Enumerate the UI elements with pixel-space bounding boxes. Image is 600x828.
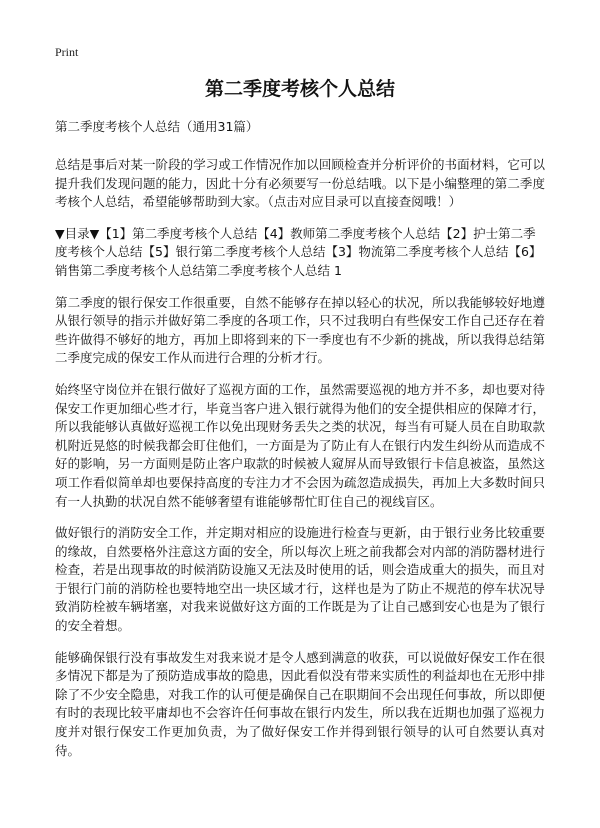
toc-item-5[interactable]: 【5】银行第二季度考核个人总结 — [142, 244, 326, 260]
toc-suffix: 第二季度考核个人总结 1 — [205, 262, 342, 278]
toc-item-6[interactable]: 【6】销售第二季度考核个人总结 — [55, 244, 542, 278]
document-subtitle: 第二季度考核个人总结（通用31篇） — [55, 119, 259, 134]
toc-prefix: ▼目录▼ — [55, 225, 100, 241]
body-paragraph-4: 能够确保银行没有事故发生对我来说才是令人感到满意的收获，可以说做好保安工作在很多情况下都是为了预防造成事故的隐患，因此看似没有带来实质性的利益却也在无形中排除了不少安全隐患，对我工作的认可便是确保自己在职期间不会出现任何事故，所以即便有时的表现比较平庸却也不会容许任何事故在银行内发生，所以我在近期也加强了巡视力度并对银行保安工作更加负责，为了做好保安工作并得到银行领导的认可自然要认真对待。 — [55, 649, 545, 758]
body-paragraph-3: 做好银行的消防安全工作，并定期对相应的设施进行检查与更新，由于银行业务比较重要的缘故，自然要格外注意这方面的安全，所以每次上班之前我都会对内部的消防器材进行检查，若是出现事故的时候消防设施又无法及时使用的话，则会造成重大的损失，而且对于银行门前的消防栓也要特地空出一块区域才行，这样也是为了防止不规范的停车状况导致消防栓被车辆堵塞，对我来说做好这方面的工作既是为了让自己感到安心也是为了银行的安全着想。 — [55, 525, 545, 634]
toc-item-2[interactable]: 【2】护士第二季度考核个人总结 — [55, 225, 536, 260]
intro-paragraph: 总结是事后对某一阶段的学习或工作情况作加以回顾检查并分析评价的书面材料，它可以提升我们发现问题的能力，因此十分有必须要写一份总结哦。以下是小编整理的第二季度考核个人总结，希望能够帮助到大家。（点击对应目录可以直接查阅哦！） — [55, 157, 545, 210]
body-paragraph-2: 始终坚守岗位并在银行做好了巡视方面的工作，虽然需要巡视的地方并不多，却也要对待保安工作更加细心些才行，毕竟当客户进入银行就得为他们的安全提供相应的保障才行，所以我能够认真做好巡视工作以免出现财务丢失之类的状况，每当有可疑人员在自助取款机附近晃悠的时候我都会盯住他们，一方面是为了防止有人在银行内发生纠纷从而造成不好的影响，另一方面则是防止客户取款的时候被人窥屏从而导致银行卡信息被盗，虽然这项工作看似简单却也要保持高度的专注力才不会因为疏忽造成损失，再加上大多数时间只有一人执勤的状况自然不能够奢望有谁能够帮忙盯住自己的视线盲区。 — [55, 381, 545, 509]
print-link[interactable]: Print — [55, 45, 79, 59]
toc-item-1[interactable]: 【1】第二季度考核个人总结 — [99, 225, 258, 241]
table-of-contents — [55, 225, 545, 281]
body-paragraph-1: 第二季度的银行保安工作很重要，自然不能够存在掉以轻心的状况，所以我能够较好地遵从银行领导的指示并做好第二季度的各项工作，只不过我明白有些保安工作自己还存在着些许做得不够好的地方，再加上即将到来的下一季度也有不少新的挑战，所以我得总结第二季度完成的保安工作从而进行合理的分析才行。 — [55, 294, 545, 366]
page-title: 第二季度考核个人总结 — [204, 78, 395, 100]
toc-item-4[interactable]: 【4】教师第二季度考核个人总结 — [257, 225, 441, 241]
toc-item-3[interactable]: 【3】物流第二季度考核个人总结 — [325, 244, 509, 260]
